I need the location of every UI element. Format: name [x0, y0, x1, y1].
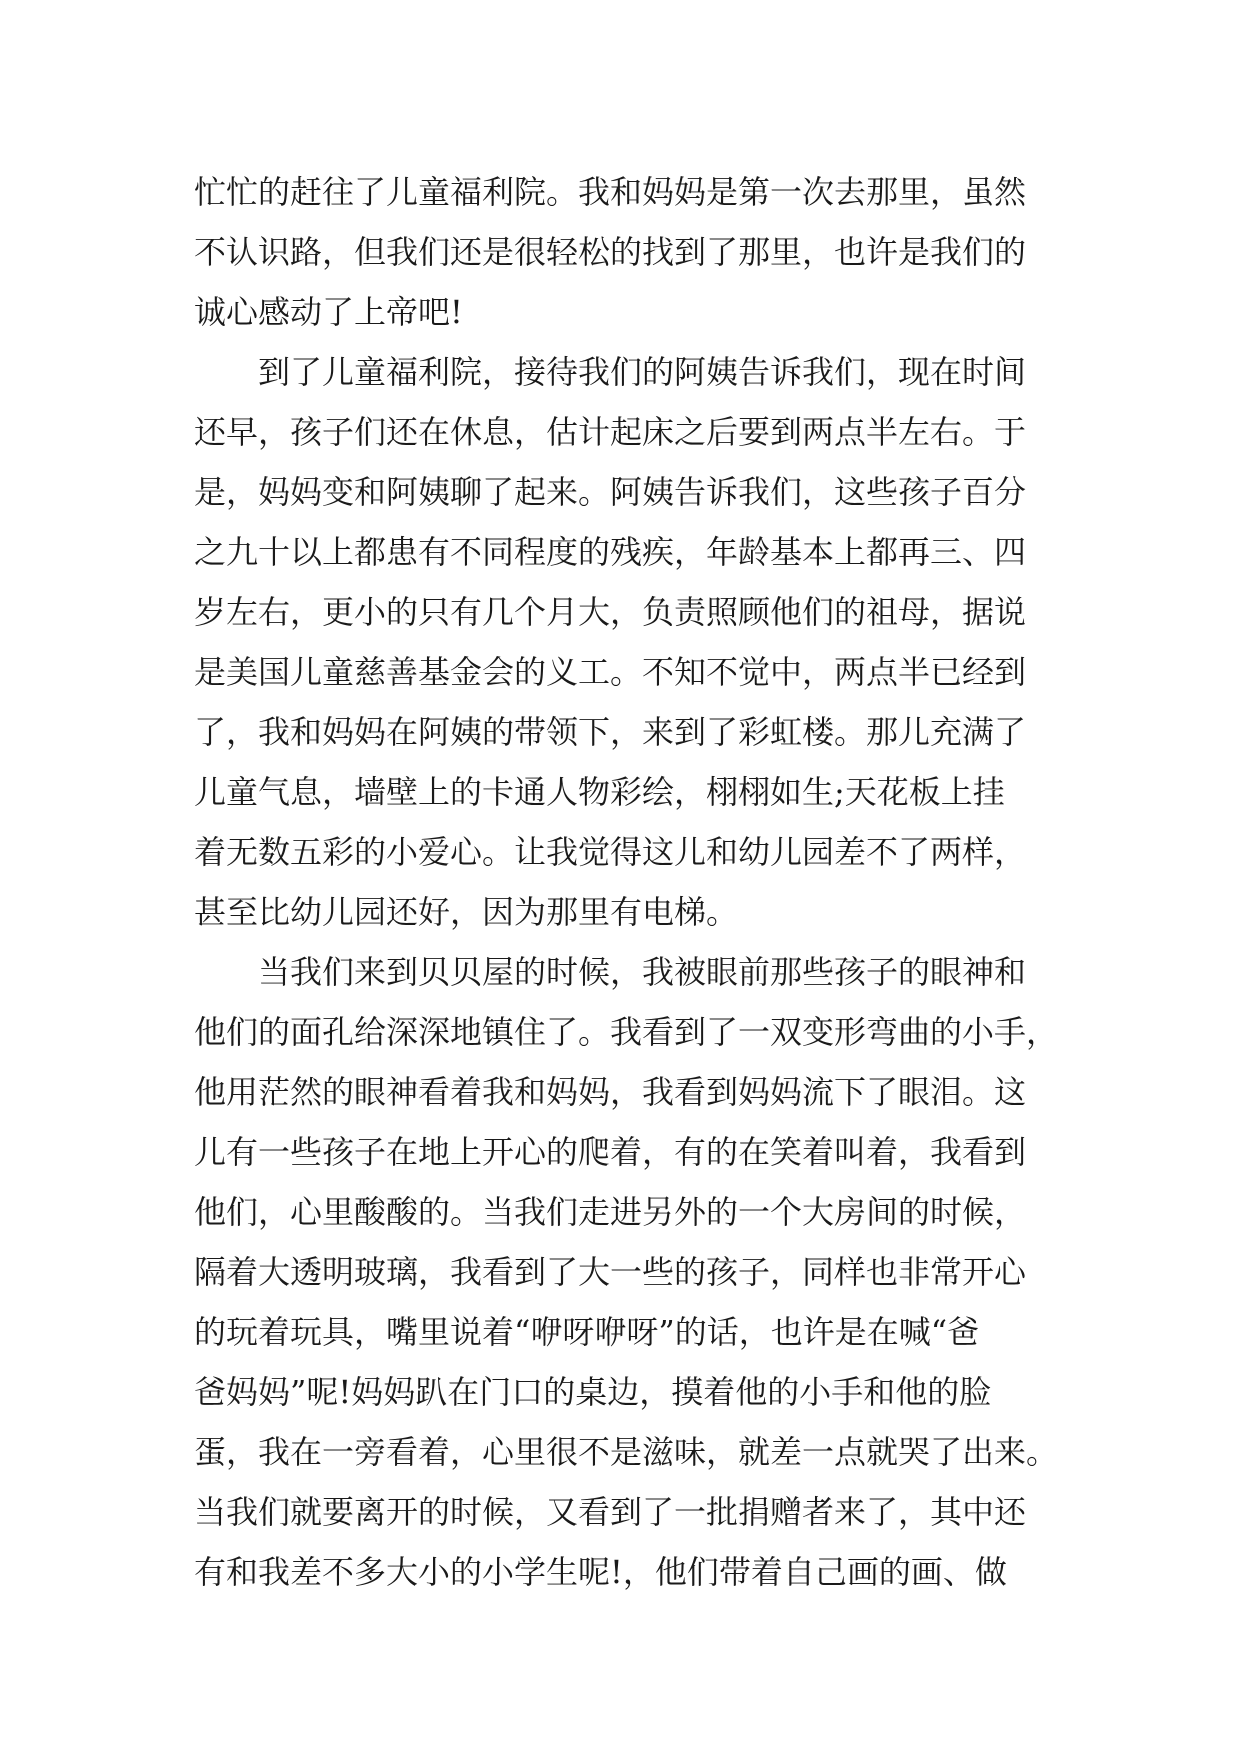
- text-line: 岁左右，更小的只有几个月大，负责照顾他们的祖母，据说: [194, 593, 1027, 631]
- text-line: 当我们就要离开的时候，又看到了一批捐赠者来了，其中还: [194, 1493, 1027, 1531]
- paragraph-first-line: 到了儿童福利院，接待我们的阿姨告诉我们，现在时间: [258, 353, 1027, 391]
- text-line: 忙忙的赶往了儿童福利院。我和妈妈是第一次去那里，虽然: [194, 173, 1027, 211]
- text-line: 的玩着玩具，嘴里说着“咿呀咿呀”的话，也许是在喊“爸: [194, 1313, 980, 1351]
- text-line: 不认识路，但我们还是很轻松的找到了那里，也许是我们的: [194, 233, 1027, 271]
- text-line: 之九十以上都患有不同程度的残疾，年龄基本上都再三、四: [194, 533, 1027, 571]
- text-line: 甚至比幼儿园还好，因为那里有电梯。: [194, 893, 739, 931]
- text-line: 儿有一些孩子在地上开心的爬着，有的在笑着叫着，我看到: [194, 1133, 1027, 1171]
- text-line: 是美国儿童慈善基金会的义工。不知不觉中，两点半已经到: [194, 653, 1027, 691]
- text-line: 他们，心里酸酸的。当我们走进另外的一个大房间的时候，: [194, 1193, 1027, 1231]
- text-line: 还早，孩子们还在休息，估计起床之后要到两点半左右。于: [194, 413, 1027, 451]
- paragraph-first-line: 当我们来到贝贝屋的时候，我被眼前那些孩子的眼神和: [258, 953, 1027, 991]
- text-line: 他们的面孔给深深地镇住了。我看到了一双变形弯曲的小手，: [194, 1013, 1059, 1051]
- text-line: 诚心感动了上帝吧!: [194, 293, 463, 331]
- text-line: 隔着大透明玻璃，我看到了大一些的孩子，同样也非常开心: [194, 1253, 1027, 1291]
- text-line: 是，妈妈变和阿姨聊了起来。阿姨告诉我们，这些孩子百分: [194, 473, 1027, 511]
- text-line: 儿童气息，墙壁上的卡通人物彩绘，栩栩如生;天花板上挂: [194, 773, 1005, 811]
- text-line: 爸妈妈”呢!妈妈趴在门口的桌边，摸着他的小手和他的脸: [194, 1373, 992, 1411]
- text-line: 蛋，我在一旁看着，心里很不是滋味，就差一点就哭了出来。: [194, 1433, 1059, 1471]
- text-line: 有和我差不多大小的小学生呢!，他们带着自己画的画、做: [194, 1553, 1007, 1591]
- text-line: 他用茫然的眼神看着我和妈妈，我看到妈妈流下了眼泪。这: [194, 1073, 1027, 1111]
- text-line: 了，我和妈妈在阿姨的带领下，来到了彩虹楼。那儿充满了: [194, 713, 1027, 751]
- text-line: 着无数五彩的小爱心。让我觉得这儿和幼儿园差不了两样，: [194, 833, 1027, 871]
